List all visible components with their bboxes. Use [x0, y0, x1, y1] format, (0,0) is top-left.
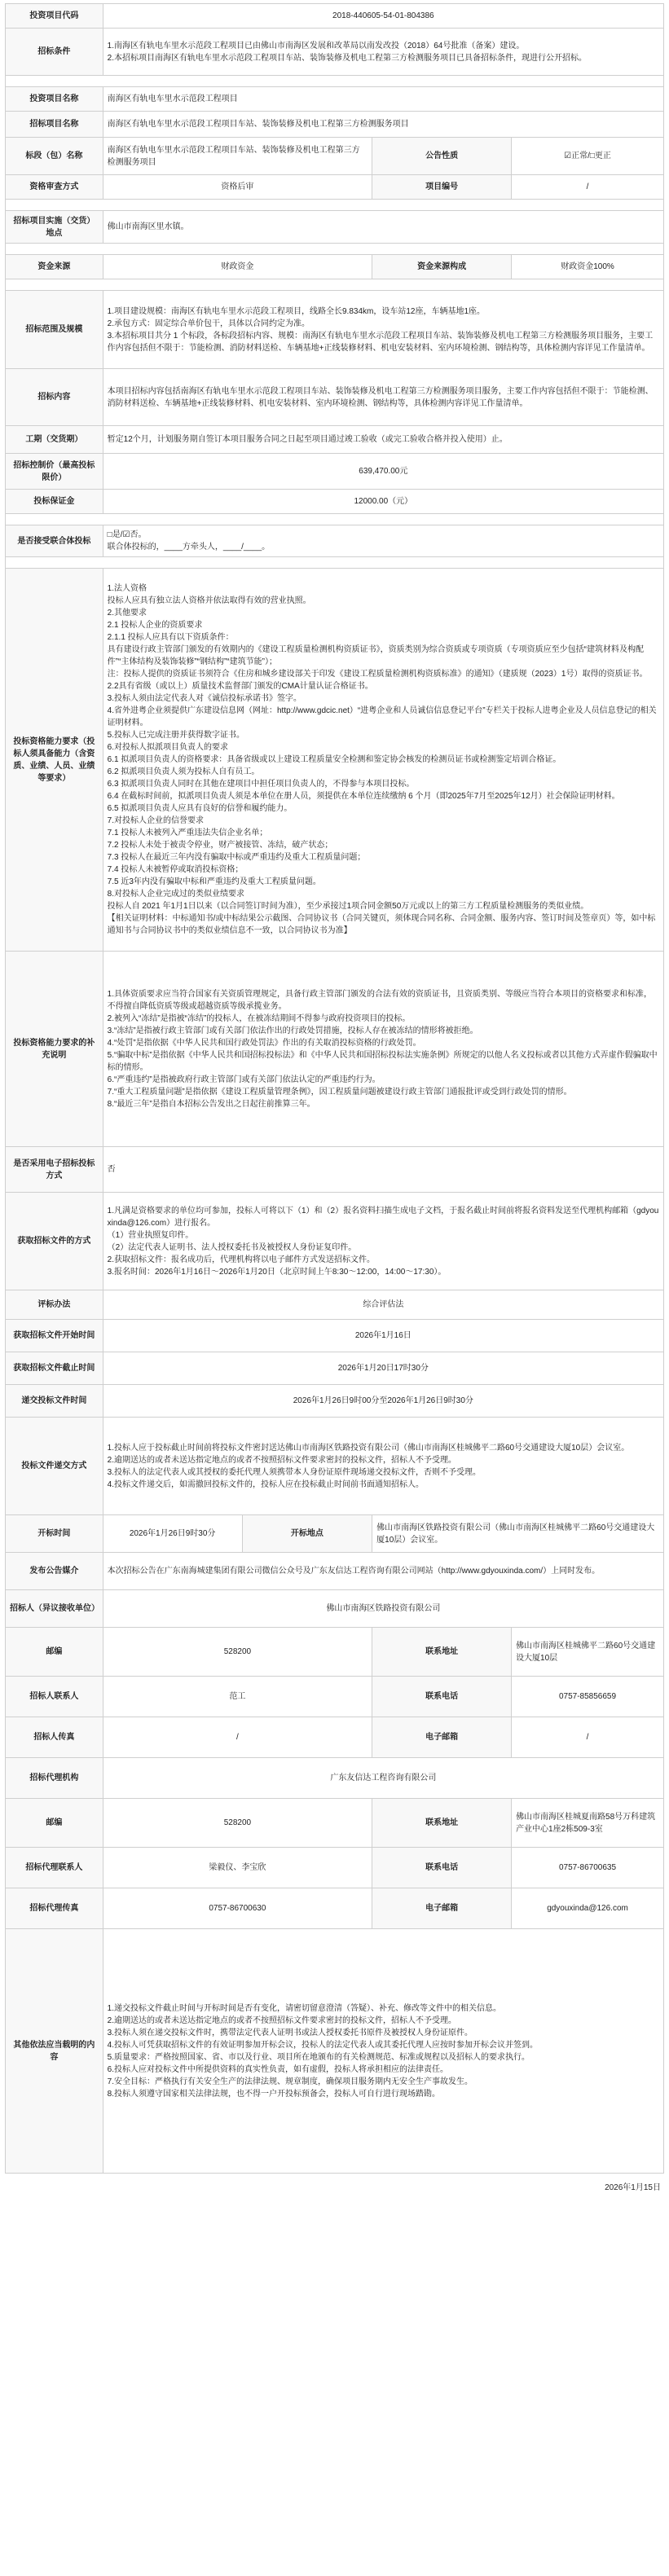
bidder-req-line: 3.投标人须由法定代表人对《诚信投标承诺书》签字。 [107, 694, 301, 703]
submit-method-line: 1.投标人应于投标截止时间前将投标文件密封送达佛山市南海区铁路投资有限公司（佛山市南海区桂城佛平二路60号交通建设大厦10层）会议室。 [107, 1443, 630, 1453]
tender-conditions-line: 1.南海区有轨电车里水示范段工程项目已由佛山市南海区发展和改革局以南发改投（2018）64号批准（备案）建设。 [107, 41, 525, 51]
get-docs-line: 2.获取招标文件：报名成功后，代理机构将以电子邮件方式发送招标文件。 [107, 1255, 375, 1264]
row-ceiling [6, 454, 664, 490]
other-line: 4.投标人可凭获取招标文件的有效证明参加开标会议，投标人的法定代表人或其委托代理人应按时参加开标会议并签到。 [107, 2040, 538, 2050]
agency-value: 广东友信达工程咨询有限公司 [103, 1758, 663, 1799]
row-get-docs [6, 1193, 664, 1290]
tender-conditions-value [103, 29, 663, 76]
notice-type-label: 公告性质 [372, 138, 512, 175]
bidder-req-line: 【相关证明材料：中标通知书/或中标结果公示截图、合同协议书（合同关键页，须体现合同名称、合同金额、服务内容、签订时间及签章页）等，如中标通知书与合同协议书中的类似业绩信息不一致，以合同协议书为准】 [107, 914, 656, 935]
bidder-supp-line: 2.被列入“冻结”是指被“冻结”的投标人，在被冻结期间不得参与政府投资项目的投标。 [107, 1013, 411, 1023]
content-label: 招标内容 [6, 369, 103, 426]
notice-table [5, 3, 664, 2174]
bidder-req-line: 7.对投标人企业的信誉要求 [107, 816, 204, 825]
row-tender-project-name [6, 112, 664, 138]
other-line: 8.投标人须遵守国家相关法律法规，也不得一户开投标预备会，投标人可自行进行现场踏勘。 [107, 2089, 440, 2099]
get-docs-value [103, 1193, 663, 1290]
submit-method-label: 投标文件递交方式 [6, 1418, 103, 1515]
bidder-req-line: 6.1 拟派项目负责人的资格要求：具备省级或以上建设工程质量安全检测和鉴定协会核发的检测员证书或检测鉴定培训合格证。 [107, 755, 561, 764]
row-tender-conditions [6, 29, 664, 76]
bidder-req-line: 7.4 投标人未被暂停或取消投标资格； [107, 865, 244, 874]
tenderer-email-label: 电子邮箱 [372, 1717, 512, 1758]
e-bid-label: 是否采用电子招标投标方式 [6, 1147, 103, 1193]
bidder-req-line: 4.省外进粤企业须提供广东建设信息网（网址：http://www.gdcic.net）“进粤企业和人员诚信信息登记平台”专栏关于投标人进粤企业及人员信息登记的相关证明材料。 [107, 706, 657, 728]
tender-project-name-label: 招标项目名称 [6, 112, 103, 138]
tender-project-name-value: 南海区有轨电车里水示范段工程项目车站、装饰装修及机电工程第三方检测服务项目 [103, 112, 663, 138]
evaluation-value: 综合评估法 [103, 1290, 663, 1320]
media-label: 发布公告媒介 [6, 1553, 103, 1590]
submit-time-value: 2026年1月26日9时00分至2026年1月26日9时30分 [103, 1385, 663, 1418]
tenderer-person-value: 范工 [103, 1677, 372, 1717]
row-bidder-supplement [6, 952, 664, 1147]
evaluation-label: 评标办法 [6, 1290, 103, 1320]
bidder-supp-line: 5.“骗取中标”是指依据《中华人民共和国招标投标法》和《中华人民共和国招标投标法实施条例》所规定的以他人名义投标或者以其他方式弄虚作假骗取中标的情形。 [107, 1050, 658, 1072]
agency-email-label: 电子邮箱 [372, 1888, 512, 1929]
notice-type-value: ☑正常/□更正 [512, 138, 664, 175]
doc-end-value: 2026年1月20日17时30分 [103, 1352, 663, 1385]
tenderer-post-value: 528200 [103, 1628, 372, 1677]
tenderer-phone-label: 联系电话 [372, 1677, 512, 1717]
opening-time-value: 2026年1月26日9时30分 [103, 1515, 242, 1553]
bidder-req-line: 6.4 在截标时间前，拟派项目负责人须是本单位在册人员，须提供在本单位连续缴纳 6 个月（即2025年7月至2025年12月）社会保险证明材料。 [107, 792, 620, 801]
qualification-value: 资格后审 [103, 175, 372, 200]
project-name-label: 投资项目名称 [6, 87, 103, 112]
agency-person-label: 招标代理联系人 [6, 1848, 103, 1888]
ceiling-label: 招标控制价（最高投标限价） [6, 454, 103, 490]
row-agency [6, 1758, 664, 1799]
row-consortium [6, 525, 664, 557]
row-scope [6, 291, 664, 369]
row-bond [6, 490, 664, 514]
submit-time-label: 递交投标文件时间 [6, 1385, 103, 1418]
tenderer-phone-value: 0757-85856659 [512, 1677, 664, 1717]
notice-date: 2026年1月15日 [605, 2183, 661, 2192]
project-number-label: 项目编号 [372, 175, 512, 200]
row-submit-time [6, 1385, 664, 1418]
row-submit-method [6, 1418, 664, 1515]
row-opening [6, 1515, 664, 1553]
other-line: 6.投标人应对投标文件中所提供资料的真实性负责，如有虚假，投标人将承担相应的法律责任。 [107, 2064, 448, 2074]
row-duration [6, 426, 664, 454]
tenderer-fax-label: 招标人传真 [6, 1717, 103, 1758]
other-label: 其他依法应当载明的内容 [6, 1929, 103, 2174]
bidder-supp-value [103, 952, 663, 1147]
row-project-code [6, 4, 664, 29]
row-agency-fax [6, 1888, 664, 1929]
row-project-name [6, 87, 664, 112]
agency-fax-value: 0757-86700630 [103, 1888, 372, 1929]
project-code-label: 投资项目代码 [6, 4, 103, 29]
bidder-req-line: 7.3 投标人在最近三年内没有骗取中标或严重违约及重大工程质量问题； [107, 853, 366, 862]
agency-email-value: gdyouxinda@126.com [512, 1888, 664, 1929]
submit-method-line: 2.逾期送达的或者未送达指定地点的或者不按照招标文件要求密封的投标文件，招标人不予受理。 [107, 1455, 456, 1465]
bidder-req-line: 7.1 投标人未被列入严重违法失信企业名单； [107, 829, 268, 837]
duration-label: 工期（交货期） [6, 426, 103, 454]
duration-value: 暂定12个月，计划服务期自签订本项目服务合同之日起至项目通过竣工验收（或完工验收合格并投入使用）止。 [103, 426, 663, 454]
bidder-req-line: 具有建设行政主管部门颁发的有效期内的《建设工程质量检测机构资质证书》，资质类别为综合资质或专项资质（专项资质应至少包括“建筑材料及构配件”“主体结构及装饰装修”“钢结构”“建筑节能”）； [107, 645, 644, 666]
row-agency-post [6, 1799, 664, 1848]
get-docs-label: 获取招标文件的方式 [6, 1193, 103, 1290]
submit-method-line: 3.投标人的法定代表人或其授权的委托代理人须携带本人身份证原件现场递交投标文件，否则不予受理。 [107, 1467, 481, 1477]
bidder-req-line: 投标人应具有独立法人资格并依法取得有效的营业执照。 [107, 596, 311, 605]
tenderer-addr-value: 佛山市南海区桂城佛平二路60号交通建设大厦10层 [512, 1628, 664, 1677]
bidder-supp-line: 7.“重大工程质量问题”是指依据《建设工程质量管理条例》，因工程质量问题被建设行政主管部门通报批评或受到行政处罚的情形。 [107, 1087, 572, 1097]
tenderer-value: 佛山市南海区铁路投资有限公司 [103, 1590, 663, 1628]
row-funding [6, 255, 664, 279]
agency-addr-value: 佛山市南海区桂城夏南路58号万科建筑产业中心1座2栋509-3室 [512, 1799, 664, 1848]
bidder-req-line: 2.1 投标人企业的资质要求 [107, 621, 203, 630]
agency-person-value: 梁毅仪、李宝欣 [103, 1848, 372, 1888]
other-value [103, 1929, 663, 2174]
lot-label: 标段（包）名称 [6, 138, 103, 175]
agency-post-label: 邮编 [6, 1799, 103, 1848]
bidder-supp-label: 投标资格能力要求的补充说明 [6, 952, 103, 1147]
agency-fax-label: 招标代理传真 [6, 1888, 103, 1929]
bidder-supp-line: 1.具体资质要求应当符合国家有关资质管理规定，具备行政主管部门颁发的合法有效的资质证书，且资质类别、等级应当符合本项目的资格要求和标准，不得擅自降低资质等级或超越资质等级承揽业务。 [107, 989, 652, 1011]
bidder-req-line: 5.投标人已完成注册并获得数字证书。 [107, 731, 244, 740]
bidder-req-line: 2.2具有省级（或以上）质量技术监督部门颁发的CMA计量认证合格证书。 [107, 682, 373, 691]
row-tenderer-person [6, 1677, 664, 1717]
opening-place-label: 开标地点 [242, 1515, 372, 1553]
bidder-req-label: 投标资格能力要求（投标人须具备能力（含资质、业绩、人员、业绩等要求） [6, 569, 103, 952]
location-value: 佛山市南海区里水镇。 [103, 211, 663, 244]
opening-place-value: 佛山市南海区铁路投资有限公司（佛山市南海区桂城佛平二路60号交通建设大厦10层）会议室。 [372, 1515, 664, 1553]
consortium-value [103, 525, 663, 557]
content-value: 本项目招标内容包括南海区有轨电车里水示范段工程项目车站、装饰装修及机电工程第三方检测服务项目服务，主要工作内容包括但不限于：节能检测、消防材料送检、车辆基地+正线装修材料、机电安装材料、室内环境检测、钢结构等，具体检测内容详见工作量清单。 [103, 369, 663, 426]
scope-line: 2.承包方式：固定综合单价包干，具体以合同约定为准。 [107, 319, 310, 328]
funding-value: 财政资金 [103, 255, 372, 279]
bidder-supp-line: 8.“最近三年”是指自本招标公告发出之日起往前推算三年。 [107, 1099, 315, 1109]
doc-start-label: 获取招标文件开始时间 [6, 1320, 103, 1352]
row-tenderer-post [6, 1628, 664, 1677]
submit-method-line: 4.投标文件递交后，如需撤回投标文件的，投标人应在投标截止时间前书面通知招标人。 [107, 1479, 424, 1489]
row-tenderer [6, 1590, 664, 1628]
bidder-supp-line: 4.“处罚”是指依据《中华人民共和国行政处罚法》作出的有关取消投标资格的行政处罚。 [107, 1038, 421, 1048]
bidder-req-line: 注：投标人提供的资质证书须符合《住房和城乡建设部关于印发《建设工程质量检测机构资质标准》的通知》（建质规（2023）1号）取得的资质证书。 [107, 670, 648, 679]
funding-ratio-value: 财政资金100% [512, 255, 664, 279]
row-other [6, 1929, 664, 2174]
doc-end-label: 获取招标文件截止时间 [6, 1352, 103, 1385]
other-line: 5.质量要求：严格按照国家、省、市以及行业、项目所在地颁布的有关检测规范、标准或规程以及招标人的要求执行。 [107, 2052, 530, 2062]
other-line: 3.投标人须在递交投标文件时，携带法定代表人证明书或法人授权委托书原件及被授权人身份证原件。 [107, 2028, 473, 2038]
tenderer-email-value: / [512, 1717, 664, 1758]
ceiling-value: 639,470.00元 [103, 454, 663, 490]
project-code-value: 2018-440605-54-01-804386 [103, 4, 663, 29]
bidder-req-line: 投标人自 2021 年1月1日以来（以合同签订时间为准），至少承接过1项合同金额50万元或以上的第三方工程质量检测服务的类似业绩。 [107, 902, 589, 911]
bidder-supp-line: 6.“严重违约”是指被政府行政主管部门或有关部门依法认定的严重违约行为。 [107, 1075, 381, 1084]
bidder-req-line: 1.法人资格 [107, 584, 147, 593]
row-e-bid [6, 1147, 664, 1193]
scope-line: 3.本招标项目共分 1 个标段，各标段招标内容、规模：南海区有轨电车里水示范段工程项目车站、装饰装修及机电工程第三方检测服务项目服务，主要工作内容包括但不限于：节能检测、消防材料送检、车辆基地+正线装修材料、机电安装材料、室内环境检测、钢结构等，具体检测内容详见工作量清单。 [107, 331, 654, 353]
tenderer-label: 招标人（异议接收单位） [6, 1590, 103, 1628]
agency-post-value: 528200 [103, 1799, 372, 1848]
location-label: 招标项目实施（交货）地点 [6, 211, 103, 244]
row-content [6, 369, 664, 426]
opening-time-label: 开标时间 [6, 1515, 103, 1553]
project-number-value: / [512, 175, 664, 200]
row-qualification [6, 175, 664, 200]
get-docs-line: 3.报名时间：2026年1月16日～2026年1月20日（北京时间上午8:30～12:00，14:00～17:30）。 [107, 1267, 447, 1277]
bond-value: 12000.00（元） [103, 490, 663, 514]
bidder-req-line: 6.5 拟派项目负责人应具有良好的信誉和履约能力。 [107, 804, 293, 813]
scope-line: 1.项目建设规模：南海区有轨电车里水示范段工程项目，线路全长9.834km，设车站12座，车辆基地1座。 [107, 306, 486, 316]
consortium-label: 是否接受联合体投标 [6, 525, 103, 557]
row-doc-end [6, 1352, 664, 1385]
scope-value [103, 291, 663, 369]
qualification-label: 资格审查方式 [6, 175, 103, 200]
row-location [6, 211, 664, 244]
bidder-supp-line: 3.“冻结”是指被行政主管部门或有关部门依法作出的行政处罚措施，投标人存在被冻结的情形将被拒绝。 [107, 1026, 478, 1035]
bidder-req-line: 7.5 近3年内没有骗取中标和严重违约及重大工程质量问题。 [107, 877, 321, 886]
bidder-req-line: 6.3 拟派项目负责人同时在其他在建项目中担任项目负责人的，不得参与本项目投标。 [107, 780, 415, 789]
tender-conditions-line: 2.本招标项目南海区有轨电车里水示范段工程项目车站、装饰装修及机电工程第三方检测服务项目已具备招标条件，现进行公开招标。 [107, 53, 587, 63]
other-line: 1.递交投标文件截止时间与开标时间是否有变化，请密切留意澄清（答疑）、补充、修改等文件中的相关信息。 [107, 2003, 501, 2013]
project-name-value: 南海区有轨电车里水示范段工程项目 [103, 87, 663, 112]
agency-addr-label: 联系地址 [372, 1799, 512, 1848]
tenderer-post-label: 邮编 [6, 1628, 103, 1677]
bidder-req-line: 7.2 投标人未处于被责令停业，财产被接管、冻结，破产状态； [107, 841, 333, 850]
row-tenderer-fax [6, 1717, 664, 1758]
funding-label: 资金来源 [6, 255, 103, 279]
row-bidder-requirements [6, 569, 664, 952]
e-bid-value: 否 [103, 1147, 663, 1193]
row-media [6, 1553, 664, 1590]
row-agency-person [6, 1848, 664, 1888]
agency-phone-label: 联系电话 [372, 1848, 512, 1888]
bidder-req-line: 6.对投标人拟派项目负责人的要求 [107, 743, 228, 752]
get-docs-line: （1）营业执照复印件。 [107, 1230, 194, 1240]
agency-label: 招标代理机构 [6, 1758, 103, 1799]
row-evaluation [6, 1290, 664, 1320]
tender-conditions-label: 招标条件 [6, 29, 103, 76]
funding-ratio-label: 资金来源构成 [372, 255, 512, 279]
bidder-req-line: 6.2 拟派项目负责人须为投标人自有员工。 [107, 767, 260, 776]
media-value: 本次招标公告在广东南海城建集团有限公司微信公众号及广东友信达工程咨询有限公司网站（http://www.gdyouxinda.com/）上同时发布。 [103, 1553, 663, 1590]
bidder-req-line: 8.对投标人企业完成过的类似业绩要求 [107, 890, 244, 899]
doc-start-value: 2026年1月16日 [103, 1320, 663, 1352]
scope-label: 招标范围及规模 [6, 291, 103, 369]
bidder-req-line: 2.其他要求 [107, 609, 147, 618]
lot-value: 南海区有轨电车里水示范段工程项目车站、装饰装修及机电工程第三方检测服务项目 [103, 138, 372, 175]
tenderer-fax-value: / [103, 1717, 372, 1758]
row-doc-start [6, 1320, 664, 1352]
row-lot [6, 138, 664, 175]
other-line: 2.逾期送达的或者未送达指定地点的或者不按照招标文件要求密封的投标文件，招标人不予受理。 [107, 2016, 456, 2025]
tenderer-addr-label: 联系地址 [372, 1628, 512, 1677]
consortium-line: □是/☑否。 [107, 530, 147, 539]
bond-label: 投标保证金 [6, 490, 103, 514]
other-line: 7.安全目标：严格执行有关安全生产的法律法规、规章制度，确保项目服务期内无安全生产事故发生。 [107, 2077, 473, 2086]
consortium-line: 联合体投标的，____方牵头人，____/____。 [107, 543, 271, 552]
agency-phone-value: 0757-86700635 [512, 1848, 664, 1888]
bidder-req-value [103, 569, 663, 952]
bidder-req-line: 2.1.1 投标人应具有以下资质条件： [107, 633, 234, 642]
get-docs-line: 1.凡满足资格要求的单位均可参加，投标人可将以下（1）和（2）报名资料扫描生成电子文档，于报名截止时间前将报名资料发送至代理机构邮箱（gdyouxinda@126.com）进行报名。 [107, 1206, 659, 1228]
tenderer-person-label: 招标人联系人 [6, 1677, 103, 1717]
submit-method-value [103, 1418, 663, 1515]
get-docs-line: （2）法定代表人证明书、法人授权委托书及被授权人身份证复印件。 [107, 1242, 357, 1252]
